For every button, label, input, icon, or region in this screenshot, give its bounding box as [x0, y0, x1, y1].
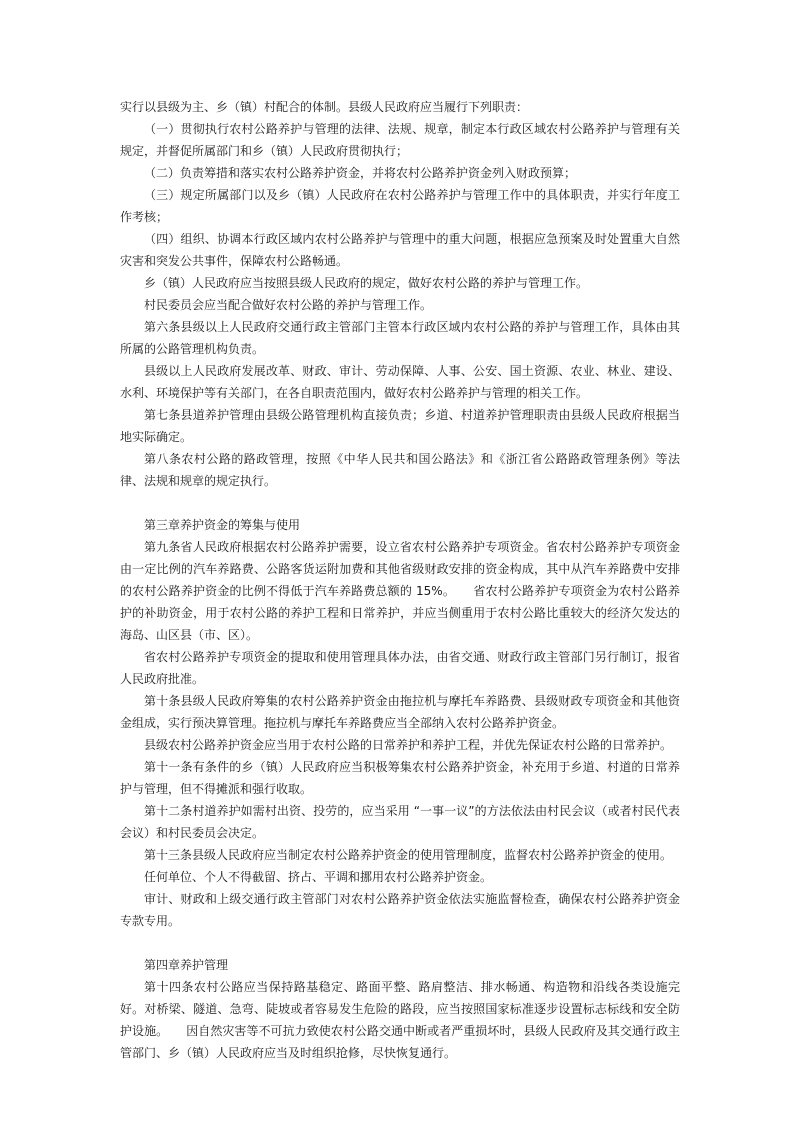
article-11: 第十一条有条件的乡（镇）人民政府应当积极筹集农村公路养护资金，补充用于乡道、村道的日常养护与管理，但不得摊派和强行收取。 — [120, 760, 680, 796]
section-gap — [120, 932, 680, 954]
paragraph: 村民委员会应当配合做好农村公路的养护与管理工作。 — [144, 298, 433, 312]
chapter-3-title: 第三章养护资金的筹集与使用 — [144, 518, 301, 532]
list-item-3: （三）规定所属部门以及乡（镇）人民政府在农村公路养护与管理工作中的具体职责，并实行年度工作考核； — [120, 188, 680, 224]
paragraph: 任何单位、个人不得截留、挤占、平调和挪用农村公路养护资金。 — [144, 870, 493, 884]
article-12: 第十二条村道养护如需村出资、投劳的，应当采用 “一事一议”的方法依法由村民会议（或者村民代表会议）和村民委员会决定。 — [120, 804, 680, 840]
paragraph: 县级农村公路养护资金应当用于农村公路的日常养护和养护工程，并优先保证农村公路的日常养护。 — [144, 738, 673, 752]
chapter-4-title: 第四章养护管理 — [144, 958, 229, 972]
paragraph: 县级以上人民政府发展改革、财政、审计、劳动保障、人事、公安、国土资源、农业、林业、建设、水利、环境保护等有关部门，在各自职责范围内，做好农村公路养护与管理的相关工作。 — [120, 364, 680, 400]
list-item-4: （四）组织、协调本行政区域内农村公路养护与管理中的重大问题，根据应急预案及时处置重大自然灾害和突发公共事件，保障农村公路畅通。 — [120, 232, 680, 268]
article-7: 第七条县道养护管理由县级公路管理机构直接负责；乡道、村道养护管理职责由县级人民政府根据当地实际确定。 — [120, 408, 680, 444]
section-gap — [120, 492, 680, 514]
paragraph: 审计、财政和上级交通行政主管部门对农村公路养护资金依法实施监督检查，确保农村公路养护资金专款专用。 — [120, 892, 680, 928]
document-page — [120, 96, 680, 1064]
list-item-1: （一）贯彻执行农村公路养护与管理的法律、法规、规章，制定本行政区域农村公路养护与管理有关规定，并督促所属部门和乡（镇）人民政府贯彻执行； — [120, 122, 680, 158]
paragraph-intro: 实行以县级为主、乡（镇）村配合的体制。县级人民政府应当履行下列职责： — [120, 100, 529, 114]
list-item-2: （二）负责筹措和落实农村公路养护资金，并将农村公路养护资金列入财政预算； — [144, 166, 577, 180]
article-9: 第九条省人民政府根据农村公路养护需要，设立省农村公路养护专项资金。省农村公路养护专项资金由一定比例的汽车养路费、公路客货运附加费和其他省级财政安排的资金构成，其中从汽车养路费中安排的农村公路养护资金的比例不得低于汽车养路费总额的 15%。 省农村公路养护专项资金为农村公路养护的补助资金，用于农村公路的养护工程和日常养护，并应当侧重用于农村公路比重较大的经济欠发达的海岛、山区县（市、区）。 — [120, 540, 680, 642]
paragraph: 省农村公路养护专项资金的提取和使用管理具体办法，由省交通、财政行政主管部门另行制订，报省人民政府批准。 — [120, 650, 680, 686]
article-8: 第八条农村公路的路政管理，按照《中华人民共和国公路法》和《浙江省公路路政管理条例》等法律、法规和规章的规定执行。 — [120, 452, 680, 488]
article-6: 第六条县级以上人民政府交通行政主管部门主管本行政区域内农村公路的养护与管理工作，具体由其所属的公路管理机构负责。 — [120, 320, 680, 356]
article-10: 第十条县级人民政府筹集的农村公路养护资金由拖拉机与摩托车养路费、县级财政专项资金和其他资金组成，实行预决算管理。拖拉机与摩托车养路费应当全部纳入农村公路养护资金。 — [120, 694, 680, 730]
paragraph: 乡（镇）人民政府应当按照县级人民政府的规定，做好农村公路的养护与管理工作。 — [144, 276, 589, 290]
article-14: 第十四条农村公路应当保持路基稳定、路面平整、路肩整洁、排水畅通、构造物和沿线各类设施完好。对桥梁、隧道、急弯、陡坡或者容易发生危险的路段，应当按照国家标准逐步设置标志标线和安全防护设施。 因自然灾害等不可抗力致使农村公路交通中断或者严重损坏时，县级人民政府及其交通行政主管部门、乡（镇）人民政府应当及时组织抢修，尽快恢复通行。 — [120, 980, 680, 1060]
article-13: 第十三条县级人民政府应当制定农村公路养护资金的使用管理制度，监督农村公路养护资金的使用。 — [144, 848, 673, 862]
